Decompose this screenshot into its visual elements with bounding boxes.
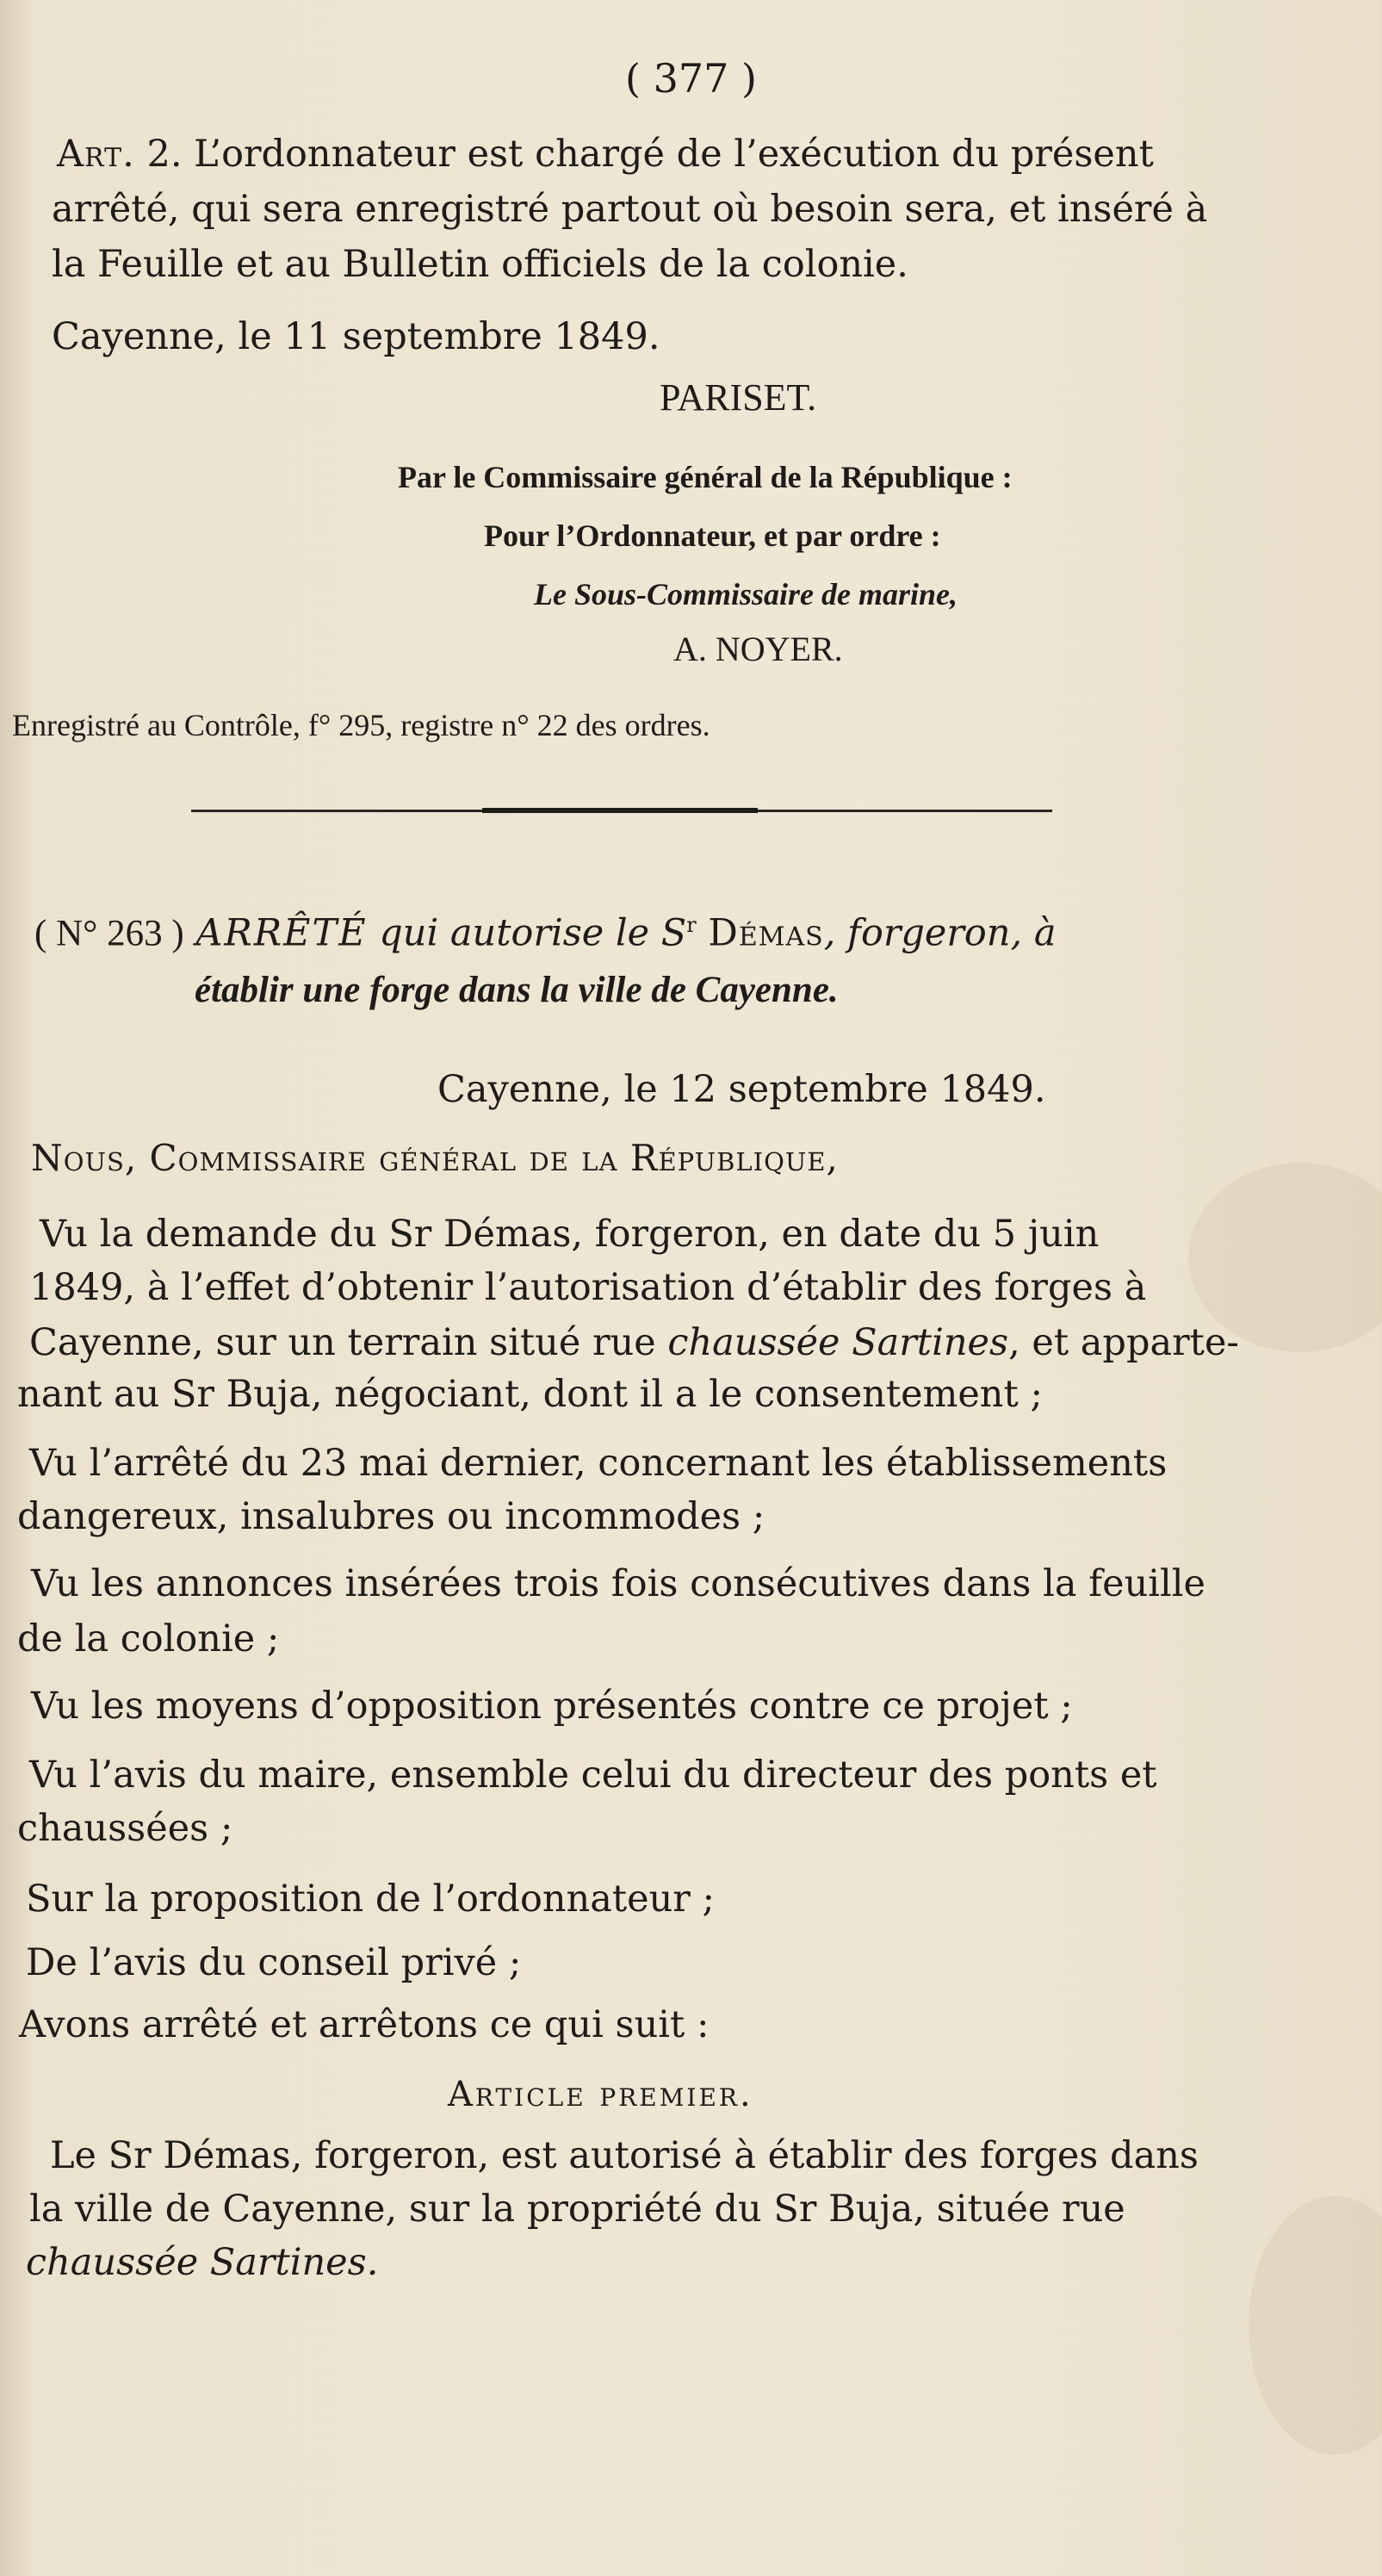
article-2-label: Art. (57, 133, 135, 176)
vu-2-line-1: Vu l’arrêté du 23 mai dernier, concernant les établissements (29, 1442, 1168, 1485)
decree-title-line-1 (34, 911, 1057, 955)
decree-title-line-2: établir une forge dans la ville de Cayenne. (195, 970, 839, 1010)
vu-1-line-2: 1849, à l’effet d’obtenir l’autorisation d’établir des forges à (29, 1266, 1147, 1309)
decree-title-part-2: , forgeron, à (823, 911, 1057, 955)
enregistre-line: Enregistré au Contrôle, f° 295, registre n° 22 des ordres. (12, 708, 710, 742)
vu-1-line-3-a: Cayenne, sur un terrain situé rue (29, 1321, 668, 1364)
par-commissaire: Par le Commissaire général de la République : (398, 460, 1013, 494)
de-line: De l’avis du conseil privé ; (26, 1941, 522, 1984)
vu-4-line: Vu les moyens d’opposition présentés contre ce projet ; (31, 1685, 1073, 1728)
sous-commissaire: Le Sous-Commissaire de marine, (534, 577, 958, 611)
article-1-line-3: chaussée Sartines. (26, 2241, 379, 2284)
decree-number: ( N° 263 ) (34, 913, 184, 954)
vu-5-line-2: chaussées ; (17, 1807, 233, 1850)
paper-stain (1249, 2196, 1382, 2455)
decree-title-arrete: ARRÊTÉ (195, 911, 368, 955)
article-2-line-2: arrêté, qui sera enregistré partout où besoin sera, et inséré à (52, 188, 1208, 231)
avons-line: Avons arrêté et arrêtons ce qui suit : (19, 2003, 710, 2046)
article-2-line-3: la Feuille et au Bulletin officiels de la colonie. (52, 243, 908, 286)
article-2-line-1 (57, 133, 1154, 176)
signature-pariset: PARISET. (660, 376, 817, 419)
decree-title-sup: r (686, 913, 697, 937)
article-1-line-1: Le Sr Démas, forgeron, est autorisé à établir des forges dans (50, 2134, 1199, 2177)
article-1-line-2: la ville de Cayenne, sur la propriété du Sr Buja, située rue (29, 2188, 1125, 2231)
decree-date: Cayenne, le 12 septembre 1849. (437, 1068, 1046, 1111)
nous-line: Nous, Commissaire général de la République, (31, 1137, 839, 1179)
sur-line: Sur la proposition de l’ordonnateur ; (26, 1878, 715, 1921)
decree-title-name: Démas (708, 911, 824, 955)
section-divider-ornament (482, 808, 758, 813)
vu-1-line-3-italic: chaussée Sartines (667, 1321, 1009, 1364)
vu-1-line-3-b: , et apparte- (1008, 1321, 1239, 1364)
page-number: ( 377 ) (625, 55, 757, 102)
vu-3-line-1: Vu les annonces insérées trois fois consécutives dans la feuille (31, 1562, 1205, 1605)
pour-ordonnateur: Pour l’Ordonnateur, et par ordre : (484, 518, 941, 553)
place-date: Cayenne, le 11 septembre 1849. (52, 315, 660, 358)
vu-2-line-2: dangereux, insalubres ou incommodes ; (17, 1495, 765, 1538)
vu-3-line-2: de la colonie ; (17, 1617, 280, 1660)
vu-1-line-3 (29, 1321, 1239, 1364)
vu-1-line-4: nant au Sr Buja, négociant, dont il a le consentement ; (17, 1373, 1043, 1416)
vu-1-line-1: Vu la demande du Sr Démas, forgeron, en date du 5 juin (40, 1213, 1100, 1256)
article-premier-heading: Article premier. (448, 2075, 753, 2114)
signature-noyer: A. NOYER. (673, 630, 843, 668)
decree-title-part-1: qui autorise le S (379, 911, 687, 955)
article-2-text: 2. L’ordonnateur est chargé de l’exécution du présent (146, 133, 1154, 176)
vu-5-line-1: Vu l’avis du maire, ensemble celui du directeur des ponts et (29, 1754, 1157, 1797)
